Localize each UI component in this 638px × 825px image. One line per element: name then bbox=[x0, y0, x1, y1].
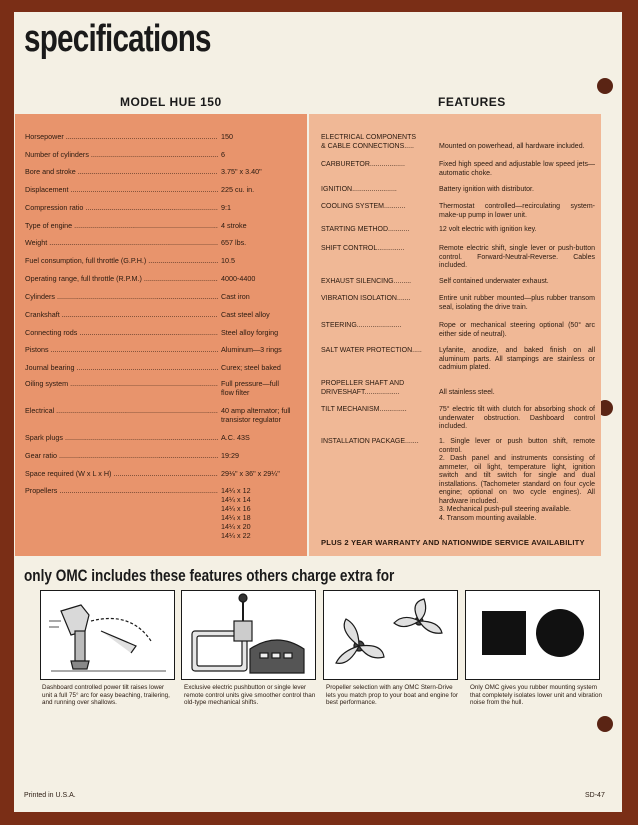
spec-label: Horsepower ..... bbox=[25, 132, 221, 141]
spec-value: 657 lbs. bbox=[218, 238, 303, 247]
spec-label: Cylinders ..... bbox=[25, 292, 221, 301]
feature-label: STEERING....................... bbox=[321, 322, 402, 329]
spec-value: Cast iron bbox=[218, 292, 303, 301]
spec-value: Full pressure—full flow filter bbox=[218, 379, 303, 397]
feature-label: SHIFT CONTROL.............. bbox=[321, 245, 405, 252]
spec-label: Space required (W x L x H) ..... bbox=[25, 469, 221, 478]
spec-value: Steel alloy forging bbox=[218, 328, 303, 337]
page-title: specifications bbox=[24, 18, 211, 60]
spec-label: Compression ratio ..... bbox=[25, 203, 221, 212]
spec-value: 225 cu. in. bbox=[218, 185, 303, 194]
feature-value: Lyfanite, anodize, and baked finish on all aluminum parts. All stampings are stainless or cadmium plated. bbox=[439, 347, 595, 371]
spec-value: 4000-4400 bbox=[218, 274, 303, 283]
spec-value: 19:29 bbox=[218, 451, 303, 460]
extras-banner: only OMC includes these features others charge extra for bbox=[24, 566, 395, 585]
propeller-illustration bbox=[323, 590, 458, 680]
tilt-caption: Dashboard controlled power tilt raises lower unit a full 75° arc for easy beaching, trailering, and running over shallows. bbox=[42, 684, 170, 707]
spec-label: Type of engine ..... bbox=[25, 221, 221, 230]
feature-value: Mounted on powerhead, all hardware included. bbox=[439, 142, 585, 150]
feature-value: Self contained underwater exhaust. bbox=[439, 278, 549, 285]
feature-value: Thermostat controlled—recirculating system-make-up pump in lower unit. bbox=[439, 203, 595, 219]
spec-value: 14¼ x 12 14¼ x 14 14¼ x 16 14¼ x 18 14¼ x 20 14¼ x 22 bbox=[218, 486, 303, 540]
spec-label: Bore and stroke ..... bbox=[25, 167, 221, 176]
spec-label: Electrical ..... bbox=[25, 406, 221, 415]
feature-value: Rope or mechanical steering optional (50° arc either side of neutral). bbox=[439, 322, 595, 338]
spec-value: 150 bbox=[218, 132, 303, 141]
feature-value: All stainless steel. bbox=[439, 388, 495, 396]
spec-label: Spark plugs ..... bbox=[25, 433, 221, 442]
features-panel bbox=[309, 114, 601, 556]
spec-value: 6 bbox=[218, 150, 303, 159]
printed-note: Printed in U.S.A. bbox=[24, 792, 76, 799]
tilt-illustration bbox=[40, 590, 175, 680]
binder-hole-bottom bbox=[597, 716, 613, 732]
spec-value: 29⅛" x 36" x 29¼" bbox=[218, 469, 303, 478]
feature-label: SALT WATER PROTECTION..... bbox=[321, 347, 422, 354]
remote-control-caption: Exclusive electric pushbutton or single lever remote control units give smoother control than old-type mechanical shifts. bbox=[184, 684, 316, 707]
rubber-mount-illustration bbox=[465, 590, 600, 680]
features-header: FEATURES bbox=[438, 95, 506, 109]
feature-label: STARTING METHOD........... bbox=[321, 226, 410, 233]
feature-value: Fixed high speed and adjustable low speed jets—automatic choke. bbox=[439, 161, 595, 177]
spec-label: Journal bearing ..... bbox=[25, 363, 221, 372]
spec-value: Cast steel alloy bbox=[218, 310, 303, 319]
warranty-note: PLUS 2 YEAR WARRANTY AND NATIONWIDE SERVICE AVAILABILITY bbox=[321, 538, 585, 547]
propeller-caption: Propeller selection with any OMC Stern-Drive lets you match prop to your boat and engine for best performance. bbox=[326, 684, 458, 707]
spec-value: 10.5 bbox=[218, 256, 303, 265]
spec-label: Operating range, full throttle (R.P.M.) ..... bbox=[25, 274, 221, 283]
spec-value: 4 stroke bbox=[218, 221, 303, 230]
form-number: SD-47 bbox=[585, 792, 605, 799]
spec-label: Fuel consumption, full throttle (G.P.H.) ..... bbox=[25, 256, 221, 265]
spec-label: Pistons ..... bbox=[25, 345, 221, 354]
rubber-mount-caption: Only OMC gives you rubber mounting system that completely isolates lower unit and vibration noise from the hull. bbox=[470, 684, 602, 707]
spec-value: Aluminum—3 rings bbox=[218, 345, 303, 354]
spec-value: 3.75" x 3.40" bbox=[218, 167, 303, 176]
spec-value: A.C. 43S bbox=[218, 433, 303, 442]
spec-label: Displacement ..... bbox=[25, 185, 221, 194]
feature-label: INSTALLATION PACKAGE....... bbox=[321, 438, 419, 445]
feature-label: TILT MECHANISM.............. bbox=[321, 406, 407, 413]
spec-label: Weight ..... bbox=[25, 238, 221, 247]
feature-value: 1. Single lever or push button shift, remote control. 2. Dash panel and instruments consisting of ammeter, oil light, temperature light, ignition switch and tilt switch for single and dual installations. (Tachometer standard on four cycle engine; optional on two cycle engines). All hardware included. 3. Mechanical push-pull steering available. 4. Transom mounting available. bbox=[439, 438, 595, 522]
spec-value: 9:1 bbox=[218, 203, 303, 212]
feature-value: Entire unit rubber mounted—plus rubber transom seal, isolating the drive train. bbox=[439, 295, 595, 311]
feature-label: IGNITION....................... bbox=[321, 186, 397, 193]
spec-label: Number of cylinders ..... bbox=[25, 150, 221, 159]
spec-label: Crankshaft ..... bbox=[25, 310, 221, 319]
feature-label: COOLING SYSTEM........... bbox=[321, 203, 406, 210]
feature-value: 12 volt electric with ignition key. bbox=[439, 226, 537, 233]
feature-value: Remote electric shift, single lever or push-button control. Forward-Neutral-Reverse. Cables included. bbox=[439, 245, 595, 269]
remote-control-illustration bbox=[181, 590, 316, 680]
specs-panel bbox=[15, 114, 307, 556]
feature-label: VIBRATION ISOLATION....... bbox=[321, 295, 411, 302]
feature-value: 75° electric tilt with clutch for absorbing shock of underwater obstruction. Dashboard control included. bbox=[439, 406, 595, 430]
spec-value: 40 amp alternator; full transistor regulator bbox=[218, 406, 303, 424]
spec-label: Oiling system ..... bbox=[25, 379, 221, 388]
binder-hole-top bbox=[597, 78, 613, 94]
spec-label: Propellers ..... bbox=[25, 486, 221, 495]
feature-label: CARBURETOR.................. bbox=[321, 161, 405, 168]
feature-label: EXHAUST SILENCING......... bbox=[321, 278, 412, 285]
spec-label: Gear ratio ..... bbox=[25, 451, 221, 460]
feature-label: ELECTRICAL COMPONENTS & CABLE CONNECTIONS..... bbox=[321, 134, 417, 150]
spec-value: Curex; steel baked bbox=[218, 363, 303, 372]
feature-label: PROPELLER SHAFT AND DRIVESHAFT.................. bbox=[321, 380, 405, 396]
specs-header: MODEL HUE 150 bbox=[120, 95, 222, 109]
spec-label: Connecting rods ..... bbox=[25, 328, 221, 337]
feature-value: Battery ignition with distributor. bbox=[439, 186, 534, 193]
